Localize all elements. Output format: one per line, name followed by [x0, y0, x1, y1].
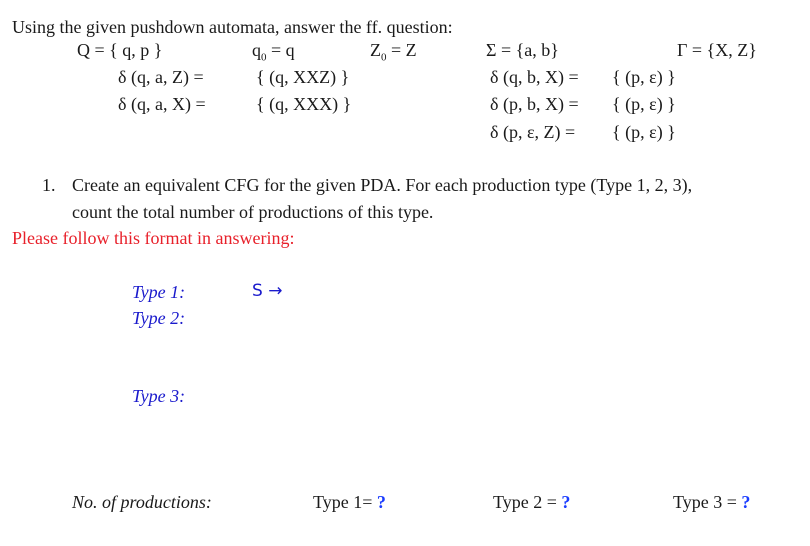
type2-count-label: Type 2 = [493, 492, 557, 512]
start-stack-definition: $Z_0 = Z$ [370, 40, 417, 64]
question-line-2: count the total number of productions of this type. [72, 202, 434, 222]
stack-alphabet-definition: Γ = {X, Z} [677, 40, 757, 60]
transition-rhs: { (p, ε) } [612, 67, 676, 87]
type1-count-label: Type 1= [313, 492, 373, 512]
transition-lhs: δ (p, ε, Z) = [490, 122, 576, 142]
question-line-1: Create an equivalent CFG for the given PDA. For each production type (Type 1, 2, 3), [72, 175, 693, 195]
transition-lhs: δ (q, a, X) = [118, 94, 206, 114]
type2-count-value: ? [561, 492, 571, 512]
transition-lhs: δ (q, a, Z) = [118, 67, 204, 87]
type1-production-start: S → [252, 281, 283, 301]
transition-lhs: δ (q, b, X) = [490, 67, 579, 87]
type1-label: Type 1: [132, 282, 186, 302]
type1-count-value: ? [376, 492, 386, 512]
transition-rhs: { (q, XXZ) } [256, 67, 350, 87]
transition-rhs: { (p, ε) } [612, 122, 676, 142]
type2-label: Type 2: [132, 308, 186, 328]
start-stack-value: Z [405, 40, 417, 60]
start-state-definition: $q_0 = q$ [252, 40, 295, 64]
intro-text: Using the given pushdown automata, answer the ff. question: [12, 17, 453, 37]
type3-label: Type 3: [132, 386, 186, 406]
productions-label: No. of productions: [72, 492, 212, 512]
alphabet-definition: Σ = {a, b} [486, 40, 559, 60]
type2-count [493, 493, 570, 511]
format-instruction: Please follow this format in answering: [12, 228, 295, 248]
transition-rhs: { (p, ε) } [612, 94, 676, 114]
type3-count-label: Type 3 = [673, 492, 737, 512]
type1-count [313, 493, 386, 511]
type3-count [673, 493, 750, 511]
question-number: 1. [42, 175, 56, 195]
start-state-value: q [285, 40, 295, 60]
transition-rhs: { (q, XXX) } [256, 94, 352, 114]
type3-count-value: ? [741, 492, 751, 512]
states-definition: Q = { q, p } [77, 40, 163, 60]
transition-lhs: δ (p, b, X) = [490, 94, 579, 114]
